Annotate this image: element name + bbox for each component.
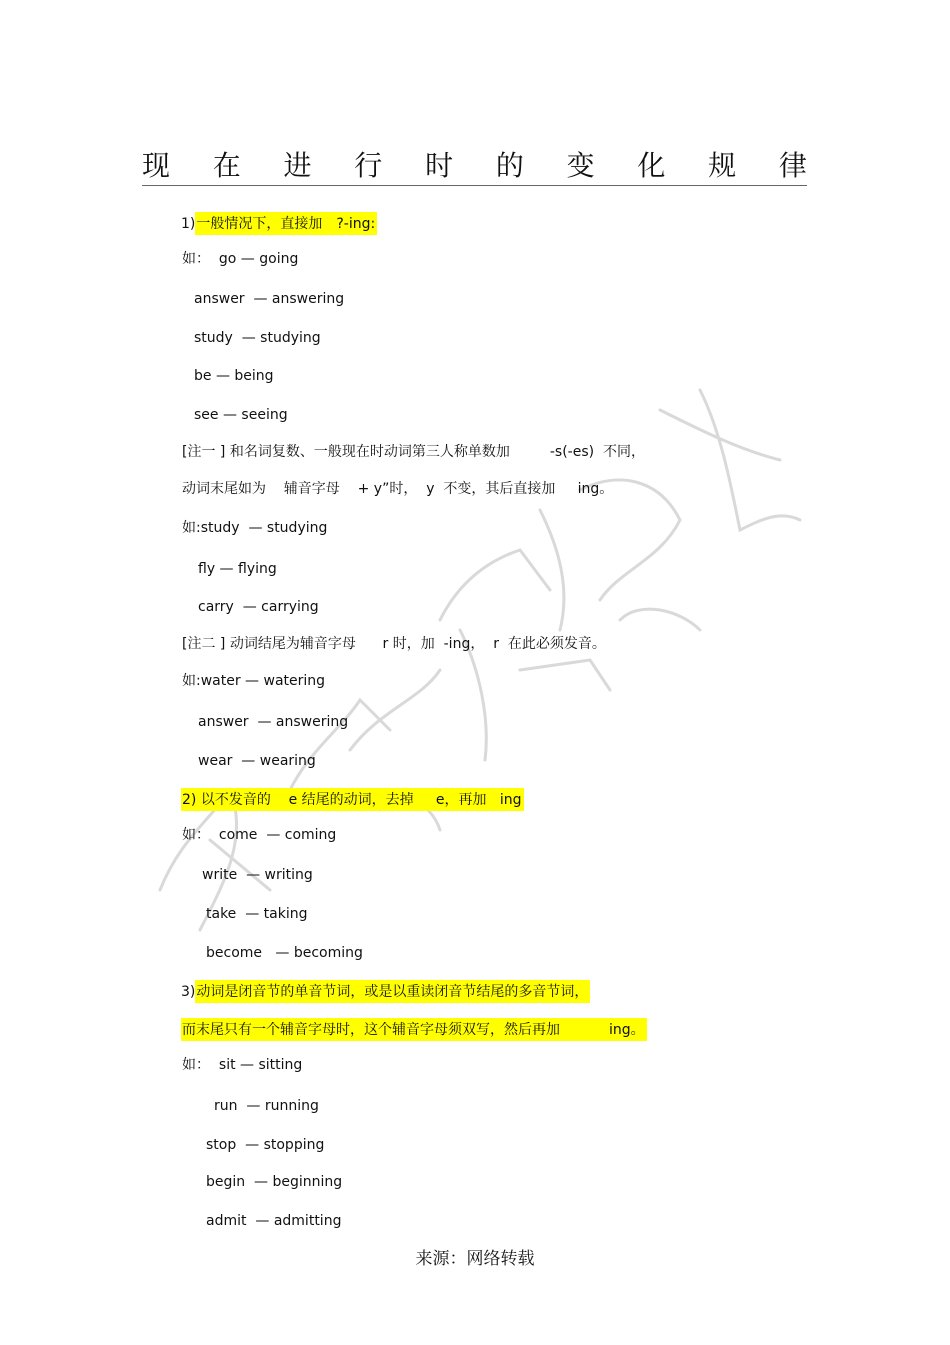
text-line xyxy=(181,1018,647,1041)
text-line xyxy=(194,329,321,347)
text-line xyxy=(182,1056,302,1074)
line-text: take — taking xyxy=(206,906,308,922)
source-footer: 来源：网络转载 xyxy=(415,1249,535,1269)
title-char: 时 xyxy=(425,149,454,182)
line-text: 如： come — coming xyxy=(182,827,337,843)
line-text: study — studying xyxy=(194,330,321,346)
text-line xyxy=(198,598,319,616)
title-char: 现 xyxy=(142,149,171,182)
text-line xyxy=(194,406,288,424)
text-line xyxy=(181,980,590,1003)
line-text: admit — admitting xyxy=(206,1213,342,1229)
title-underline xyxy=(142,185,807,186)
text-line xyxy=(182,635,606,653)
text-line xyxy=(206,1212,341,1230)
text-line xyxy=(198,560,277,578)
line-text: run — running xyxy=(214,1098,319,1114)
highlighted-text: 一般情况下，直接加 ?-ing: xyxy=(195,212,377,235)
text-line xyxy=(202,866,313,884)
line-text: fly — flying xyxy=(198,561,277,577)
line-text: be — being xyxy=(194,368,274,384)
highlighted-text: 2) 以不发音的 e 结尾的动词，去掉 e，再加 ing xyxy=(181,788,524,811)
text-line xyxy=(206,1173,342,1191)
page-title xyxy=(142,142,807,186)
line-text: 动词末尾如为 辅音字母 + y”时， y 不变，其后直接加 ing。 xyxy=(182,481,614,497)
highlighted-text: 而末尾只有一个辅音字母时，这个辅音字母须双写，然后再加 ing。 xyxy=(181,1018,647,1041)
text-line xyxy=(181,788,524,811)
text-line xyxy=(182,826,336,844)
line-text: 如:water — watering xyxy=(182,673,326,689)
text-line xyxy=(194,290,344,308)
text-line xyxy=(194,367,274,385)
text-line xyxy=(181,212,377,235)
text-line xyxy=(182,519,327,537)
line-text: stop — stopping xyxy=(206,1137,325,1153)
line-text: see — seeing xyxy=(194,407,288,423)
line-text: answer — answering xyxy=(198,714,349,730)
text-line xyxy=(206,905,307,923)
line-text: [注一 ] 和名词复数、一般现在时动词第三人称单数加 -s(-es) 不同， xyxy=(182,444,646,460)
title-char: 进 xyxy=(283,149,312,182)
text-line xyxy=(206,944,363,962)
text-line xyxy=(198,713,348,731)
text-line xyxy=(182,480,613,498)
title-char: 变 xyxy=(566,149,595,182)
line-text: answer — answering xyxy=(194,291,345,307)
text-line xyxy=(182,443,645,461)
title-char: 行 xyxy=(354,149,383,182)
line-text: 如： go — going xyxy=(182,251,299,267)
text-line xyxy=(182,250,298,268)
title-char: 在 xyxy=(212,149,241,182)
line-text: 3) xyxy=(181,984,196,1000)
line-text: 1) xyxy=(181,216,196,232)
line-text: wear — wearing xyxy=(198,753,316,769)
title-char: 律 xyxy=(778,149,807,182)
title-char: 化 xyxy=(637,149,666,182)
highlighted-text: 动词是闭音节的单音节词，或是以重读闭音节结尾的多音节词， xyxy=(195,980,590,1003)
title-char: 的 xyxy=(495,149,524,182)
text-line xyxy=(214,1097,319,1115)
line-text: 如： sit — sitting xyxy=(182,1057,303,1073)
text-line xyxy=(206,1136,324,1154)
line-text: become — becoming xyxy=(206,945,363,961)
line-text: carry — carrying xyxy=(198,599,319,615)
title-char: 规 xyxy=(708,149,737,182)
line-text: 如:study — studying xyxy=(182,520,328,536)
line-text: [注二 ] 动词结尾为辅音字母 r 时，加 -ing， r 在此必须发音。 xyxy=(182,636,606,652)
line-text: write — writing xyxy=(202,867,313,883)
text-line xyxy=(182,672,325,690)
text-line xyxy=(198,752,316,770)
line-text: begin — beginning xyxy=(206,1174,343,1190)
